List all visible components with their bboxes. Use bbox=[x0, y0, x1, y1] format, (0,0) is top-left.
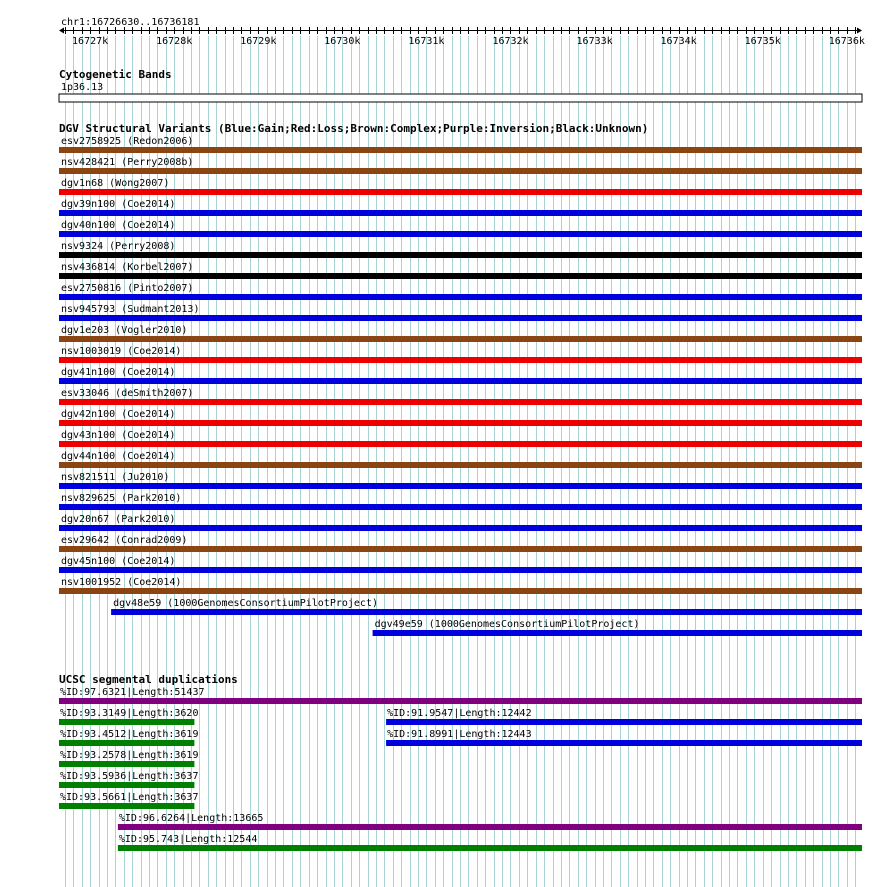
dgv-feature-bar bbox=[59, 483, 862, 489]
dgv-feature-label: dgv41n100 (Coe2014) bbox=[61, 367, 176, 378]
ruler-tick-label: 16731k bbox=[408, 36, 445, 47]
segdup-feature-bar bbox=[59, 719, 194, 725]
ruler-tick-label: 16732k bbox=[492, 36, 529, 47]
dgv-feature-bar bbox=[59, 189, 862, 195]
dgv-feature-bar bbox=[59, 336, 862, 342]
dgv-feature-label: dgv42n100 (Coe2014) bbox=[61, 409, 176, 420]
segdup-feature-label: %ID:93.3149|Length:3620 bbox=[60, 708, 199, 719]
segdup-feature-label: %ID:96.6264|Length:13665 bbox=[118, 813, 264, 824]
ruler-tick-label: 16734k bbox=[660, 36, 697, 47]
segdup-feature-label: %ID:95.743|Length:12544 bbox=[118, 834, 258, 845]
dgv-feature-label: nsv829625 (Park2010) bbox=[61, 493, 182, 504]
dgv-feature-bar bbox=[59, 231, 862, 237]
dgv-feature-label: dgv40n100 (Coe2014) bbox=[61, 220, 176, 231]
ruler-track bbox=[59, 17, 865, 47]
dgv-feature-label: dgv43n100 (Coe2014) bbox=[61, 430, 176, 441]
segdup-feature-bar bbox=[59, 698, 862, 704]
dgv-feature-bar bbox=[59, 441, 862, 447]
ruler-tick-label: 16733k bbox=[576, 36, 613, 47]
dgv-feature-bar bbox=[59, 525, 862, 531]
dgv-feature-bar bbox=[59, 210, 862, 216]
segdup-feature-bar bbox=[59, 740, 194, 746]
segdup-feature-label: %ID:93.5936|Length:3637 bbox=[60, 771, 199, 782]
dgv-feature-label: dgv39n100 (Coe2014) bbox=[61, 199, 176, 210]
segdup-feature-bar bbox=[386, 719, 862, 725]
dgv-feature-bar bbox=[59, 567, 862, 573]
dgv-feature-label: dgv20n67 (Park2010) bbox=[61, 514, 176, 525]
dgv-feature-label: nsv945793 (Sudmant2013) bbox=[61, 304, 200, 315]
ruler-range-label: chr1:16726630..16736181 bbox=[61, 17, 200, 28]
ruler-tick-label: 16730k bbox=[324, 36, 361, 47]
ruler-tick-label: 16728k bbox=[156, 36, 193, 47]
cytoband-label: 1p36.13 bbox=[61, 82, 104, 93]
dgv-feature-label: dgv1e203 (Vogler2010) bbox=[61, 325, 188, 336]
dgv-feature-bar bbox=[59, 504, 862, 510]
segdup-track-title: UCSC segmental duplications bbox=[59, 673, 238, 686]
ruler-ticks bbox=[59, 27, 865, 47]
ruler-left-arrow bbox=[59, 28, 64, 34]
dgv-feature-bar bbox=[59, 357, 862, 363]
cytoband-bar[interactable] bbox=[59, 94, 862, 102]
segdup-feature-bar bbox=[118, 845, 862, 851]
dgv-feature-label: esv33046 (deSmith2007) bbox=[61, 388, 194, 399]
segdup-feature-label: %ID:91.8991|Length:12443 bbox=[387, 729, 532, 740]
segdup-feature-label: %ID:93.4512|Length:3619 bbox=[60, 729, 199, 740]
ruler-tick-label: 16735k bbox=[744, 36, 781, 47]
dgv-feature-label: esv2750816 (Pinto2007) bbox=[61, 283, 194, 294]
dgv-feature-bar bbox=[59, 462, 862, 468]
dgv-feature-label: nsv1003019 (Coe2014) bbox=[61, 346, 182, 357]
dgv-feature-bar bbox=[59, 294, 862, 300]
dgv-feature-label: dgv1n68 (Wong2007) bbox=[61, 178, 170, 189]
ruler-tick-label: 16736k bbox=[828, 36, 865, 47]
segdup-feature-label: %ID:91.9547|Length:12442 bbox=[387, 708, 532, 719]
dgv-feature-label: nsv428421 (Perry2008b) bbox=[61, 157, 194, 168]
dgv-feature-bar bbox=[59, 315, 862, 321]
segdup-feature-bar bbox=[386, 740, 862, 746]
segdup-feature-bar bbox=[59, 803, 194, 809]
segdup-feature-bar bbox=[59, 761, 194, 767]
segdup-feature-bar bbox=[59, 782, 194, 788]
dgv-feature-bar bbox=[59, 378, 862, 384]
segdup-feature-label: %ID:93.5661|Length:3637 bbox=[60, 792, 199, 803]
cytoband-track-title: Cytogenetic Bands bbox=[59, 68, 172, 81]
dgv-feature-bar bbox=[111, 609, 862, 615]
segdup-feature-label: %ID:93.2578|Length:3619 bbox=[60, 750, 199, 761]
dgv-feature-label: esv2758925 (Redon2006) bbox=[61, 136, 194, 147]
dgv-feature-label: dgv44n100 (Coe2014) bbox=[61, 451, 176, 462]
dgv-feature-label: nsv1001952 (Coe2014) bbox=[61, 577, 182, 588]
dgv-feature-label: dgv48e59 (1000GenomesConsortiumPilotProject) bbox=[113, 598, 379, 609]
dgv-feature-bar bbox=[59, 147, 862, 153]
ruler-tick-label: 16727k bbox=[72, 36, 109, 47]
ruler-right-arrow bbox=[857, 28, 862, 34]
dgv-feature-label: nsv821511 (Ju2010) bbox=[61, 472, 170, 483]
dgv-feature-label: esv29642 (Conrad2009) bbox=[61, 535, 188, 546]
segdup-feature-bar bbox=[118, 824, 862, 830]
segdup-feature-label: %ID:97.6321|Length:51437 bbox=[60, 687, 205, 698]
dgv-feature-label: nsv9324 (Perry2008) bbox=[61, 241, 176, 252]
dgv-feature-bar bbox=[373, 630, 862, 636]
dgv-feature-label: dgv45n100 (Coe2014) bbox=[61, 556, 176, 567]
dgv-feature-bar bbox=[59, 420, 862, 426]
dgv-feature-bar bbox=[59, 273, 862, 279]
dgv-track-title: DGV Structural Variants (Blue:Gain;Red:Loss;Brown:Complex;Purple:Inversion;Black:Unknown) bbox=[59, 122, 649, 135]
dgv-feature-bar bbox=[59, 546, 862, 552]
dgv-feature-bar bbox=[59, 168, 862, 174]
dgv-feature-bar bbox=[59, 252, 862, 258]
dgv-feature-bar bbox=[59, 588, 862, 594]
dgv-feature-label: dgv49e59 (1000GenomesConsortiumPilotProject) bbox=[374, 619, 640, 630]
ruler-tick-label: 16729k bbox=[240, 36, 277, 47]
dgv-feature-label: nsv436814 (Korbel2007) bbox=[61, 262, 194, 273]
dgv-feature-bar bbox=[59, 399, 862, 405]
